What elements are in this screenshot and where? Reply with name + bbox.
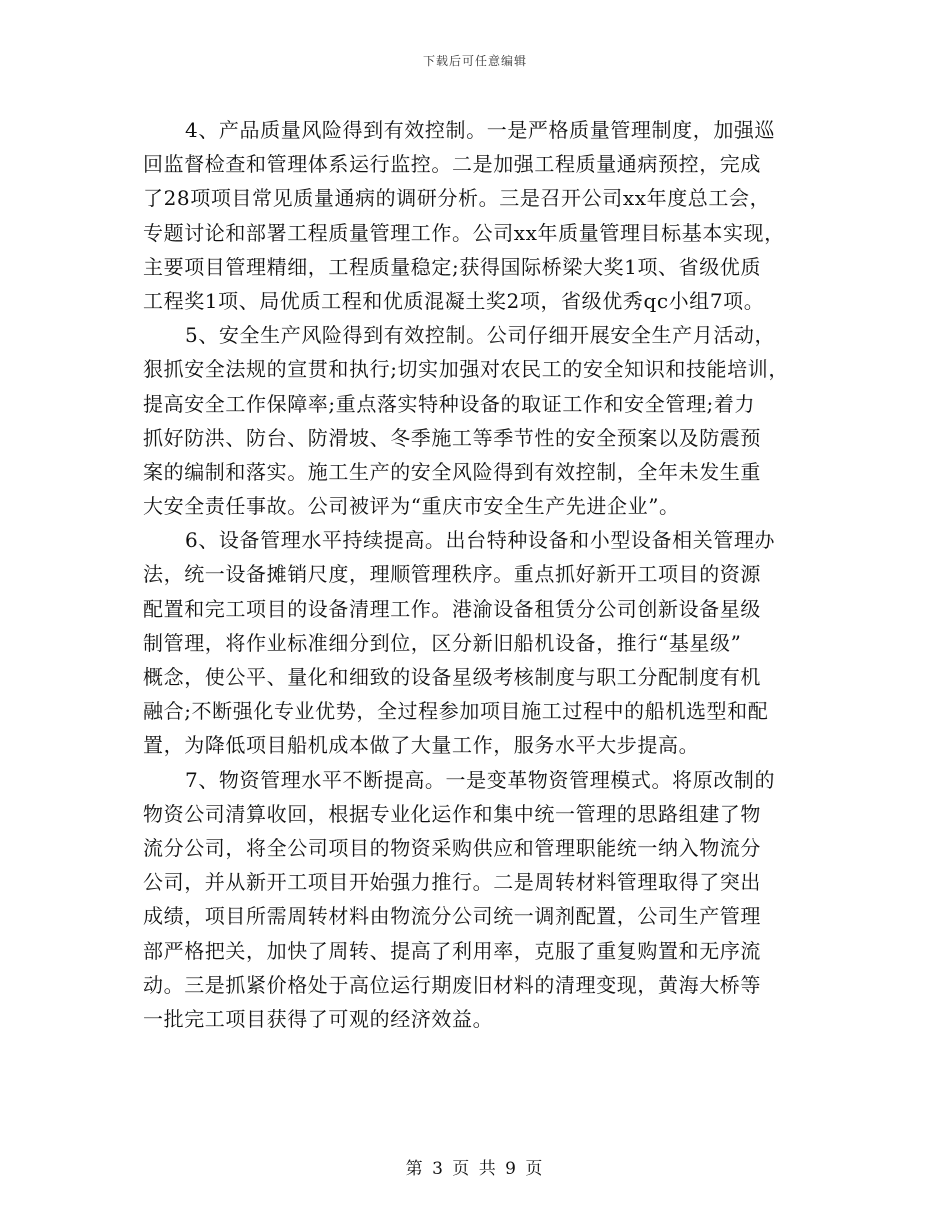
document-body bbox=[143, 113, 815, 1036]
paragraph-line: 融合;不断强化专业优势，全过程参加项目施工过程中的船机选型和配 bbox=[143, 699, 769, 724]
paragraph-line: 配置和完工项目的设备清理工作。港渝设备租赁分公司创新设备星级 bbox=[143, 596, 761, 621]
paragraph-line: 物资公司清算收回，根据专业化运作和集中统一管理的思路组建了物 bbox=[143, 801, 761, 826]
paragraph-line: 部严格把关，加快了周转、提高了利用率，克服了重复购置和无序流 bbox=[143, 938, 761, 963]
page-header: 下载后可任意编辑 bbox=[422, 54, 527, 68]
paragraph-line: 工程奖1项、局优质工程和优质混凝土奖2项，省级优秀qc小组7项。 bbox=[143, 288, 765, 313]
paragraph-line: 成绩，项目所需周转材料由物流分公司统一调剂配置，公司生产管理 bbox=[143, 904, 761, 929]
paragraph-equipment-management bbox=[143, 523, 815, 762]
paragraph-safety-risk bbox=[143, 318, 815, 523]
paragraph-line: 提高安全工作保障率;重点落实特种设备的取证工作和安全管理;着力 bbox=[143, 391, 756, 416]
paragraph-quality-risk bbox=[143, 113, 815, 318]
paragraph-line: 概念，使公平、量化和细致的设备星级考核制度与职工分配制度有机 bbox=[143, 665, 761, 689]
paragraph-line: 抓好防洪、防台、防滑坡、冬季施工等季节性的安全预案以及防震预 bbox=[143, 425, 761, 450]
paragraph-materials-management bbox=[143, 763, 815, 1037]
paragraph-line: 公司，并从新开工项目开始强力推行。二是周转材料管理取得了突出 bbox=[143, 870, 761, 895]
paragraph-line: 流分公司，将全公司项目的物资采购供应和管理职能统一纳入物流分 bbox=[143, 835, 761, 860]
page-number-footer: 第 3 页 共 9 页 bbox=[405, 1159, 545, 1179]
paragraph-line: 案的编制和落实。施工生产的安全风险得到有效控制，全年未发生重 bbox=[143, 459, 761, 484]
paragraph-line: 狠抓安全法规的宣贯和执行;切实加强对农民工的安全知识和技能培训， bbox=[143, 357, 789, 382]
paragraph-line: 5、安全生产风险得到有效控制。公司仔细开展安全生产月活动， bbox=[185, 323, 776, 348]
paragraph-line: 了28项项目常见质量通病的调研分析。三是召开公司xx年度总工会， bbox=[143, 186, 771, 211]
paragraph-line: 回监督检查和管理体系运行监控。二是加强工程质量通病预控，完成 bbox=[143, 152, 761, 177]
paragraph-line: 一批完工项目获得了可观的经济效益。 bbox=[143, 1006, 494, 1031]
paragraph-line: 大安全责任事故。公司被评为“重庆市安全生产先进企业”。 bbox=[143, 494, 680, 519]
paragraph-line: 法，统一设备摊销尺度，理顺管理秩序。重点抓好新开工项目的资源 bbox=[143, 562, 761, 587]
paragraph-line: 6、设备管理水平持续提高。出台特种设备和小型设备相关管理办 bbox=[185, 528, 776, 553]
paragraph-line: 主要项目管理精细，工程质量稳定;获得国际桥梁大奖1项、省级优质 bbox=[143, 254, 762, 279]
paragraph-line: 4、产品质量风险得到有效控制。一是严格质量管理制度，加强巡 bbox=[185, 118, 776, 142]
paragraph-line: 专题讨论和部署工程质量管理工作。公司xx年质量管理目标基本实现， bbox=[143, 220, 785, 245]
paragraph-line: 动。三是抓紧价格处于高位运行期废旧材料的清理变现，黄海大桥等 bbox=[143, 972, 761, 997]
paragraph-line: 7、物资管理水平不断提高。一是变革物资管理模式。将原改制的 bbox=[185, 767, 776, 792]
paragraph-line: 置，为降低项目船机成本做了大量工作，服务水平大步提高。 bbox=[143, 733, 700, 758]
paragraph-line: 制管理，将作业标准细分到位，区分新旧船机设备，推行“基星级” bbox=[143, 630, 742, 655]
